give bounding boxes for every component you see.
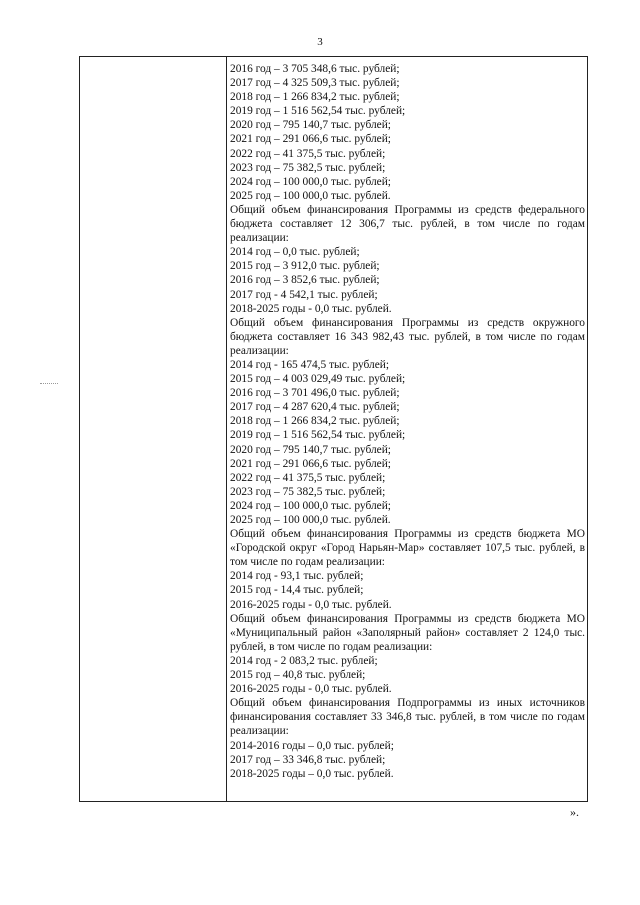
funding-line: 2018 год – 1 266 834,2 тыс. рублей; — [230, 415, 400, 428]
funding-line: 2022 год – 41 375,5 тыс. рублей; — [230, 147, 386, 160]
funding-line: 2023 год – 75 382,5 тыс. рублей; — [230, 485, 386, 498]
funding-line: 2015 год – 4 003 029,49 тыс. рублей; — [230, 373, 406, 386]
funding-line: 2021 год – 291 066,6 тыс. рублей; — [230, 457, 391, 470]
funding-line: 2020 год – 795 140,7 тыс. рублей; — [230, 443, 391, 456]
funding-paragraph: Общий объем финансирования Программы из средств федерального бюджета составляет 12 306,7 тыс. рублей, в том числе по годам реализации: — [230, 203, 585, 245]
funding-line: 2016 год – 3 701 496,0 тыс. рублей; — [230, 387, 400, 400]
funding-line: 2021 год – 291 066,6 тыс. рублей; — [230, 133, 391, 146]
column-divider — [226, 57, 227, 801]
funding-line: 2014 год - 93,1 тыс. рублей; — [230, 570, 364, 583]
funding-line: 2014 год - 2 083,2 тыс. рублей; — [230, 654, 378, 667]
funding-line: 2015 год – 3 912,0 тыс. рублей; — [230, 260, 380, 273]
funding-line: 2016 год – 3 705 348,6 тыс. рублей; — [230, 63, 400, 75]
funding-line: 2019 год – 1 516 562,54 тыс. рублей; — [230, 105, 406, 118]
funding-text-cell — [230, 62, 585, 781]
funding-line: 2017 год – 4 325 509,3 тыс. рублей; — [230, 77, 400, 90]
funding-line: 2020 год – 795 140,7 тыс. рублей; — [230, 119, 391, 132]
funding-line: 2016-2025 годы - 0,0 тыс. рублей. — [230, 598, 392, 611]
page-number: 3 — [317, 36, 323, 48]
funding-line: 2014 год – 0,0 тыс. рублей; — [230, 246, 360, 259]
funding-line: 2017 год – 33 346,8 тыс. рублей; — [230, 753, 386, 766]
funding-line: 2025 год – 100 000,0 тыс. рублей. — [230, 189, 391, 202]
funding-line: 2016-2025 годы - 0,0 тыс. рублей. — [230, 683, 392, 696]
closing-quote: ». — [570, 805, 579, 819]
funding-line: 2024 год – 100 000,0 тыс. рублей; — [230, 499, 391, 512]
funding-line: 2023 год – 75 382,5 тыс. рублей; — [230, 161, 386, 174]
funding-line: 2014-2016 годы – 0,0 тыс. рублей; — [230, 739, 394, 752]
funding-paragraph: Общий объем финансирования Подпрограммы из иных источников финансирования составляет 33 346,8 тыс. рублей, в том числе по годам реализации: — [230, 697, 585, 738]
funding-line: 2017 год - 4 542,1 тыс. рублей; — [230, 288, 378, 301]
funding-line: 2015 год - 14,4 тыс. рублей; — [230, 584, 364, 597]
funding-line: 2022 год – 41 375,5 тыс. рублей; — [230, 471, 386, 484]
funding-line: 2025 год – 100 000,0 тыс. рублей. — [230, 514, 391, 526]
funding-line: 2017 год – 4 287 620,4 тыс. рублей; — [230, 401, 400, 414]
funding-line: 2019 год – 1 516 562,54 тыс. рублей; — [230, 429, 406, 442]
funding-paragraph: Общий объем финансирования Программы из средств бюджета МО «Муниципальный район «Заполярный район» составляет 2 124,0 тыс. рублей, в том числе по годам реализации: — [230, 612, 585, 653]
funding-line: 2015 год – 40,8 тыс. рублей; — [230, 669, 366, 682]
funding-table — [79, 56, 588, 802]
funding-paragraph: Общий объем финансирования Программы из средств бюджета МО «Городской округ «Город Нарьян-Мар» составляет 107,5 тыс. рублей, в том числе по годам реализации: — [230, 528, 585, 569]
margin-mark — [40, 383, 58, 385]
funding-line: 2018 год – 1 266 834,2 тыс. рублей; — [230, 91, 400, 104]
funding-line: 2018-2025 годы – 0,0 тыс. рублей. — [230, 767, 394, 780]
funding-paragraph: Общий объем финансирования Программы из средств окружного бюджета составляет 16 343 982,43 тыс. рублей, в том числе по годам реализации: — [230, 316, 585, 357]
funding-line: 2014 год - 165 474,5 тыс. рублей; — [230, 358, 390, 371]
funding-line: 2024 год – 100 000,0 тыс. рублей; — [230, 175, 391, 188]
funding-line: 2018-2025 годы - 0,0 тыс. рублей. — [230, 302, 392, 315]
funding-line: 2016 год – 3 852,6 тыс. рублей; — [230, 274, 380, 287]
